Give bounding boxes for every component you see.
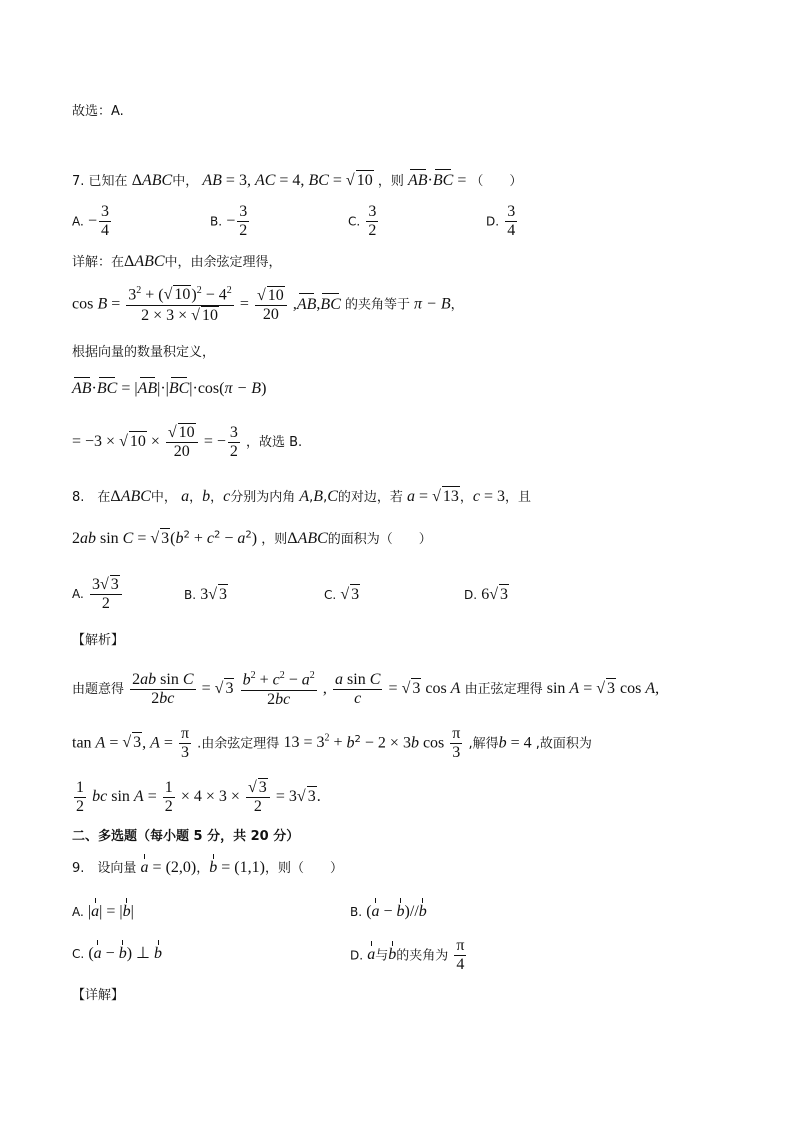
q8-option-b[interactable]: B. 3√ 3 (184, 584, 228, 606)
q8-option-a[interactable]: A. $\frac{3√ 3}{2}$ (72, 575, 124, 614)
q7-number: 7. (72, 174, 89, 189)
q7-option-a[interactable]: A. − $\frac{3}{4}$ (72, 203, 109, 240)
q8-stem-line2: 2ab sin C = √ $3(b^2 + c^2 - a^2)$ ，则ΔABC的面积为（ ） (72, 528, 432, 550)
q9-stem: 9. 设向量 a = (2,0)，b = (1,1)，则（ ） (72, 858, 343, 879)
q9-option-d[interactable]: D. a与b的夹角为 $\frac{\pi}{4}$ (350, 937, 465, 974)
q8-analysis-title: 【解析】 (72, 633, 125, 648)
q7-option-d[interactable]: D. $\frac{3}{4}$ (486, 203, 516, 240)
q8-option-d[interactable]: D. 6√ 3 (464, 584, 509, 606)
q7-option-b[interactable]: B. − $\frac{3}{2}$ (210, 203, 248, 240)
q9-option-b[interactable]: B. (a − b)//b (350, 902, 427, 923)
q7-vector-definition: 根据向量的数量积定义， (72, 345, 216, 360)
q9-detail-title: 【详解】 (72, 988, 125, 1003)
q8-analysis-line2: tan A = √ 3, A = $\frac{\pi}{3}$ .由余弦定理得 $13 = 3^2 + b^2 - 2 \times 3b$ cos $\frac{\pi}{3}$ ,解得b = 4 ,故面积为 (72, 725, 592, 763)
q8-analysis-line1: 由题意得 $\frac{\text{2ab sin C}}{2bc}$ = √ 3 $\frac{b^2 + c^2 - a^2}{2bc}$ , $\frac{\text{a sin C}}{c}$ = √ 3 cos A 由正弦定理得 sin A = √ 3 cos A, (72, 670, 659, 709)
q7-stem: 7. 已知在 ΔABC中， AB = 3, AC = 4, BC = √ 10 ，则 AB·BC = （ ） (72, 170, 522, 192)
q9-option-c[interactable]: C. (a − b) ⊥ b (72, 944, 162, 965)
q7-option-c[interactable]: C. $\frac{3}{2}$ (348, 203, 377, 240)
q7-result: = −3 × √ 10 × √ $\frac{10}{20}$ = − $\frac{3}{2}$ ，故选 B. (72, 423, 302, 462)
q8-area-result: $\frac{1}{2}$ bc sin A = $\frac{1}{2}$ × 4 × 3 × √ $\frac{3}{2}$ = 3√ 3. (72, 778, 321, 817)
q7-cosine-formula: cos B = $\frac{3^2 + (√ 10)^2 - 4^2}{2 \times 3 \times √ 10}$ = √ $\frac{10}{20}$ ,AB,BC 的夹角等于 π − B， (72, 285, 464, 325)
q9-option-a[interactable]: A. |a| = |b| (72, 902, 134, 923)
q7-detail-intro: 详解：在ΔABC中，由余弦定理得， (72, 253, 282, 270)
previous-answer: 故选：A. (72, 104, 124, 119)
section-heading-multi-choice: 二、多选题（每小题 5 分，共 20 分） (72, 829, 300, 844)
q7-dot-product: AB·BC = |AB|·|BC|·cos(π − B) (72, 379, 266, 400)
q8-option-c[interactable]: C. √ 3 (324, 584, 360, 606)
q8-stem-line1: 8. 在ΔABC中， a，b，c分别为内角 A,B,C的对边，若 a = √ 13，c = 3，且 (72, 486, 531, 508)
